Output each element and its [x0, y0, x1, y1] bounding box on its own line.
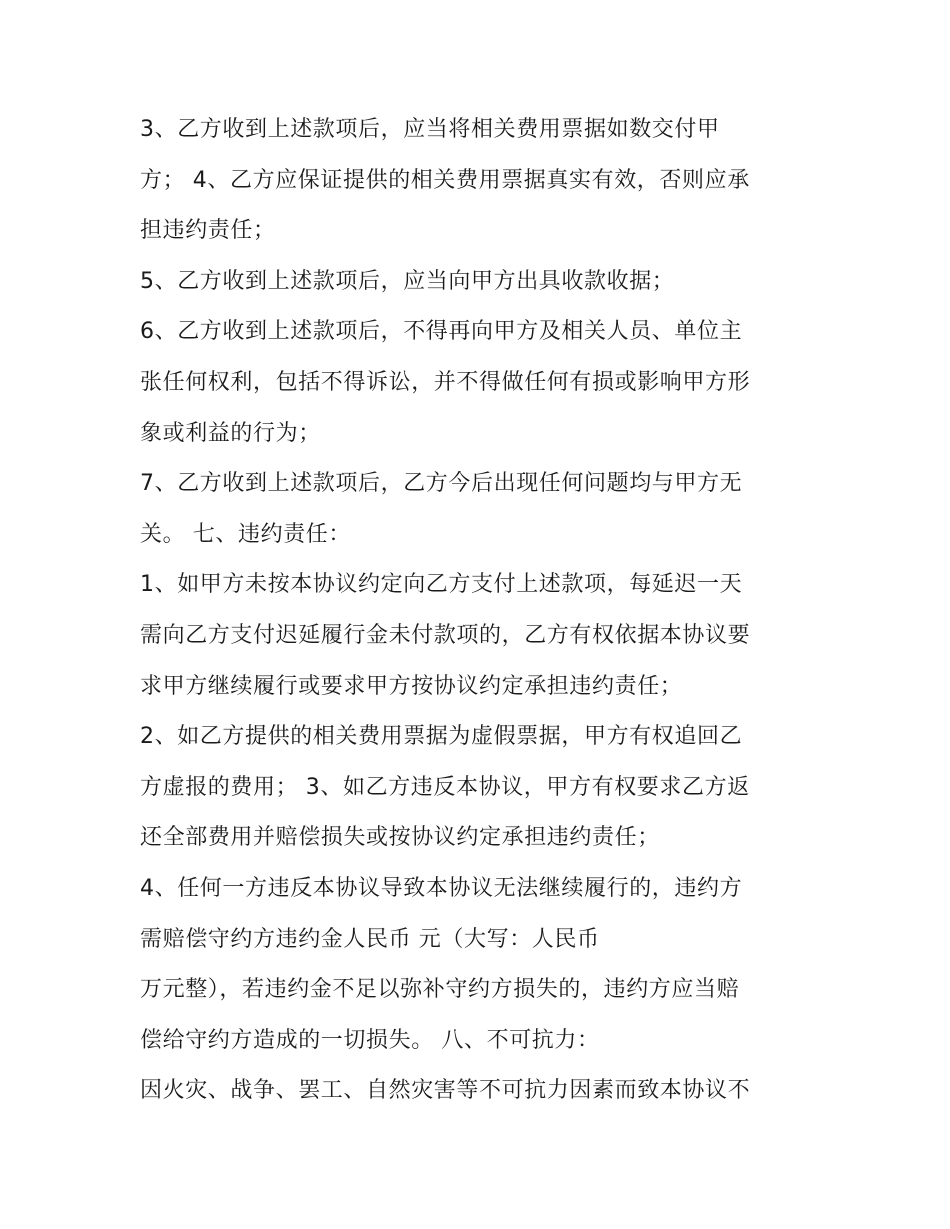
text-line: 偿给守约方造成的一切损失。 八、不可抗力：	[140, 1027, 600, 1053]
text-line: 7、乙方收到上述款项后，乙方今后出现任何问题均与甲方无	[140, 471, 743, 497]
text-line: 方虚报的费用； 3、如乙方违反本协议，甲方有权要求乙方返	[140, 774, 750, 800]
text-line: 关。 七、违约责任：	[140, 521, 351, 547]
text-line: 1、如甲方未按本协议约定向乙方支付上述款项，每延迟一天	[140, 572, 743, 598]
text-line: 张任何权利，包括不得诉讼，并不得做任何有损或影响甲方形	[140, 369, 751, 395]
text-line: 象或利益的行为；	[140, 420, 321, 446]
text-line: 需向乙方支付迟延履行金未付款项的，乙方有权依据本协议要	[140, 622, 751, 648]
text-line: 需赔偿守约方违约金人民币 元（大写：人民币	[140, 926, 600, 952]
text-line: 求甲方继续履行或要求甲方按协议约定承担违约责任；	[140, 673, 683, 699]
text-line: 4、任何一方违反本协议导致本协议无法继续履行的，违约方	[140, 875, 743, 901]
text-line: 方； 4、乙方应保证提供的相关费用票据真实有效，否则应承	[140, 167, 750, 193]
text-line: 因火灾、战争、罢工、自然灾害等不可抗力因素而致本协议不	[140, 1078, 751, 1104]
text-line: 5、乙方收到上述款项后，应当向甲方出具收款收据；	[140, 268, 675, 294]
text-line: 2、如乙方提供的相关费用票据为虚假票据，甲方有权追回乙	[140, 724, 743, 750]
text-line: 还全部费用并赔偿损失或按协议约定承担违约责任；	[140, 825, 660, 851]
document-body	[140, 105, 820, 1117]
text-line: 3、乙方收到上述款项后，应当将相关费用票据如数交付甲	[140, 117, 720, 142]
text-line: 6、乙方收到上述款项后，不得再向甲方及相关人员、单位主	[140, 319, 743, 345]
text-line: 担违约责任；	[140, 218, 276, 244]
text-line: 万元整），若违约金不足以弥补守约方损失的，违约方应当赔	[140, 977, 740, 1003]
